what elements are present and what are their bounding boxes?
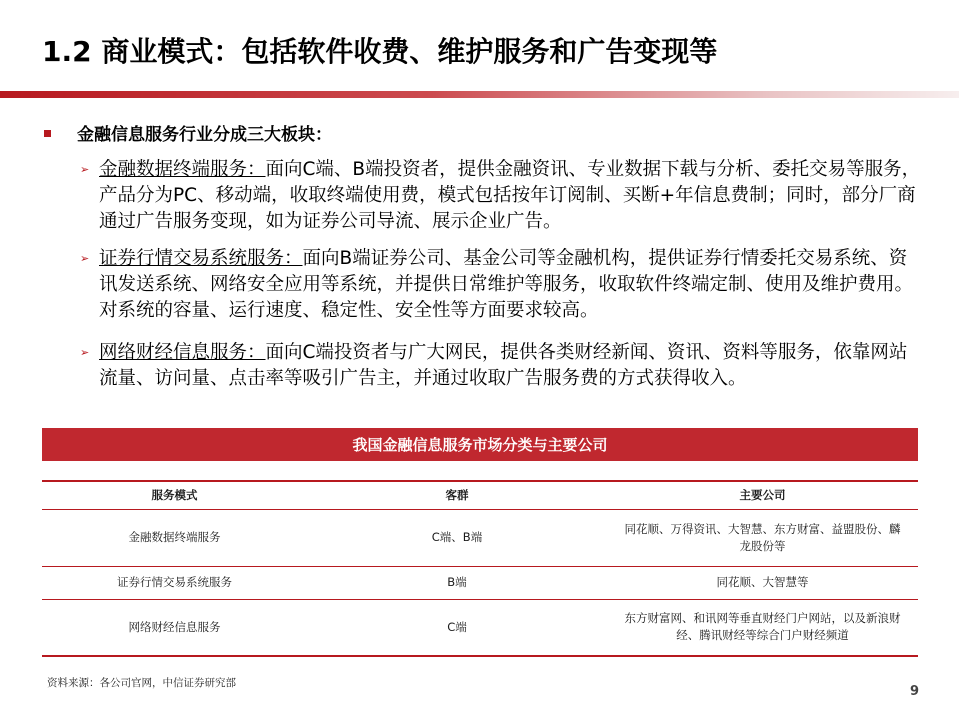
table-cell: C端、B端 <box>307 509 607 566</box>
bullet-item <box>80 340 925 392</box>
column-header: 服务模式 <box>42 481 307 509</box>
table-cell: C端 <box>307 599 607 656</box>
arrow-bullet-icon: ➢ <box>80 346 90 359</box>
bullet-lead: 证券行情交易系统服务： <box>99 248 303 269</box>
table-cell: 证券行情交易系统服务 <box>42 566 307 599</box>
table-row <box>42 509 918 566</box>
bullet-text: 面向C端、B端投资者，提供金融资讯、专业数据下载与分析、委托交易等服务，产品分为PC、移动端，收取终端使用费，模式包括按年订阅制、买断+年信息费制；同时，部分厂商通过广告服务变现，如为证券公司导流、展示企业广告。 <box>99 159 921 232</box>
section-heading <box>44 120 332 145</box>
bullet-item <box>80 246 925 324</box>
table-cell: 金融数据终端服务 <box>42 509 307 566</box>
table-row <box>42 599 918 656</box>
table-cell: 东方财富网、和讯网等垂直财经门户网站，以及新浪财经、腾讯财经等综合门户财经频道 <box>607 599 918 656</box>
table-cell: 同花顺、万得资讯、大智慧、东方财富、益盟股份、麟龙股份等 <box>607 509 918 566</box>
source-note: 资料来源：各公司官网，中信证券研究部 <box>47 677 236 689</box>
bullet-lead: 网络财经信息服务： <box>99 342 266 363</box>
table-cell: B端 <box>307 566 607 599</box>
table-title: 我国金融信息服务市场分类与主要公司 <box>352 436 608 454</box>
table-row <box>42 566 918 599</box>
square-bullet-icon <box>44 130 51 137</box>
table-title-banner <box>42 428 918 461</box>
column-header: 主要公司 <box>607 481 918 509</box>
column-header: 客群 <box>307 481 607 509</box>
page-number: 9 <box>910 684 920 699</box>
section-heading-text: 金融信息服务行业分成三大板块： <box>77 125 332 145</box>
table-header-row <box>42 481 918 509</box>
arrow-bullet-icon: ➢ <box>80 163 90 176</box>
bullet-text: 面向B端证券公司、基金公司等金融机构，提供证券行情委托交易系统、资讯发送系统、网络安全应用等系统，并提供日常维护等服务，收取软件终端定制、使用及维护费用。对系统的容量、运行速度、稳定性、安全性等方面要求较高。 <box>99 248 914 321</box>
bullet-text: 面向C端投资者与广大网民，提供各类财经新闻、资讯、资料等服务，依靠网站流量、访问量、点击率等吸引广告主，并通过收取广告服务费的方式获得收入。 <box>99 342 908 389</box>
bullet-lead: 金融数据终端服务： <box>99 159 266 180</box>
market-classification-table <box>42 480 918 657</box>
table-cell: 同花顺、大智慧等 <box>607 566 918 599</box>
arrow-bullet-icon: ➢ <box>80 252 90 265</box>
slide-title: 1.2 商业模式：包括软件收费、维护服务和广告变现等 <box>42 35 718 68</box>
bullet-item <box>80 157 925 235</box>
title-divider-bar <box>0 91 959 98</box>
table-cell: 网络财经信息服务 <box>42 599 307 656</box>
